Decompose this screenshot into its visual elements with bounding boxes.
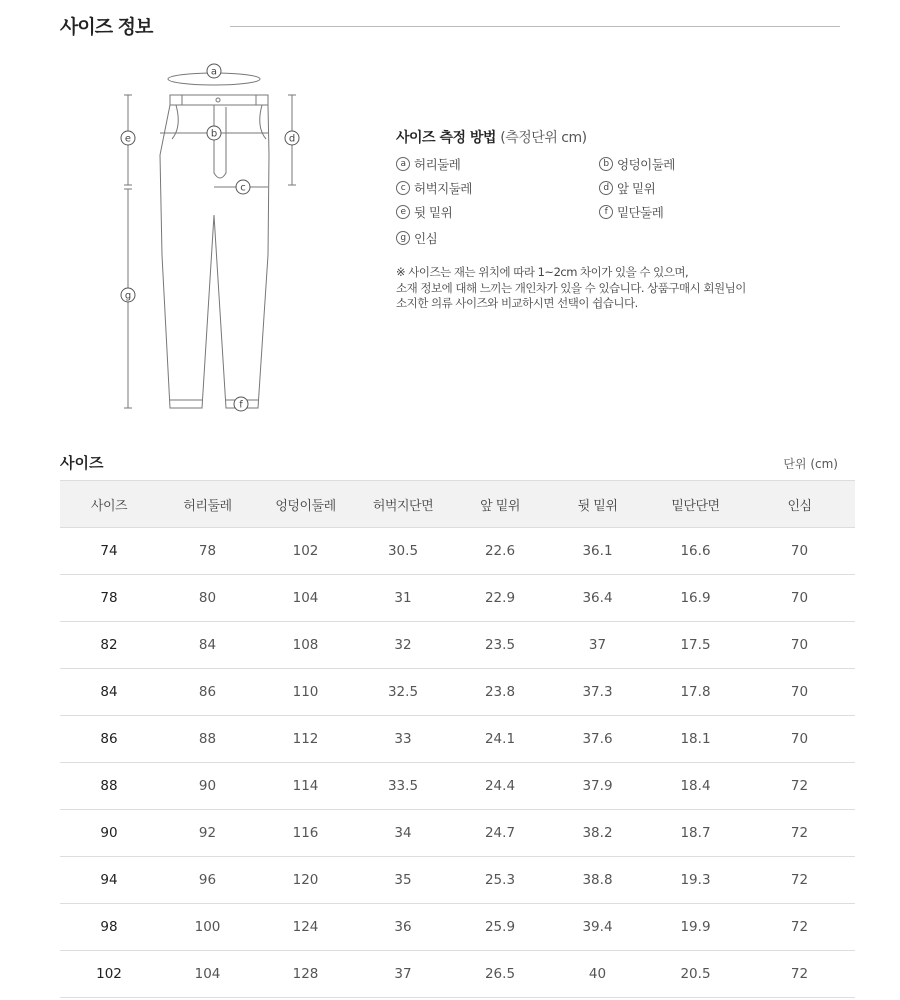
- table-row: [60, 763, 855, 810]
- column-header: 엉덩이둘레: [257, 481, 354, 528]
- table-cell: 33: [354, 716, 452, 763]
- table-cell: 116: [257, 810, 354, 857]
- method-unit: (측정단위 cm): [500, 130, 587, 146]
- table-cell: 22.6: [452, 528, 548, 575]
- table-cell: 35: [354, 857, 452, 904]
- table-cell: 80: [158, 575, 257, 622]
- marker-f: [234, 397, 248, 411]
- table-cell: 100: [158, 904, 257, 951]
- table-cell: 24.1: [452, 716, 548, 763]
- table-cell: 17.8: [647, 669, 744, 716]
- svg-text:a: a: [210, 66, 218, 78]
- table-cell: 72: [744, 857, 855, 904]
- size-table-unit: 단위 (cm): [783, 457, 838, 471]
- table-cell: 72: [744, 810, 855, 857]
- table-cell: 31: [354, 575, 452, 622]
- table-cell: 84: [158, 622, 257, 669]
- measure-item-hip: [599, 155, 675, 173]
- measurement-method: [396, 127, 776, 312]
- marker-e: [121, 131, 135, 145]
- table-cell: 26.5: [452, 951, 548, 998]
- marker-e-icon: e: [396, 205, 410, 219]
- table-cell: 36.1: [548, 528, 647, 575]
- table-cell: 72: [744, 763, 855, 810]
- table-cell: 38.2: [548, 810, 647, 857]
- measure-label: 앞 밑위: [617, 181, 656, 196]
- column-header: 앞 밑위: [452, 481, 548, 528]
- measure-item-waist: [396, 155, 460, 173]
- table-cell: 94: [60, 857, 158, 904]
- table-cell: 25.3: [452, 857, 548, 904]
- table-cell: 92: [158, 810, 257, 857]
- table-cell: 70: [744, 622, 855, 669]
- measure-label: 뒷 밑위: [414, 205, 453, 220]
- method-title: [396, 127, 776, 147]
- table-cell: 96: [158, 857, 257, 904]
- measure-label: 허리둘레: [414, 157, 461, 172]
- table-cell: 40: [548, 951, 647, 998]
- pants-diagram: [110, 55, 320, 420]
- marker-d-icon: d: [599, 181, 613, 195]
- table-row: [60, 622, 855, 669]
- table-cell: 36.4: [548, 575, 647, 622]
- svg-text:b: b: [210, 128, 218, 140]
- table-cell: 20.5: [647, 951, 744, 998]
- svg-text:g: g: [124, 290, 132, 302]
- table-cell: 90: [60, 810, 158, 857]
- table-row: [60, 810, 855, 857]
- table-row: [60, 528, 855, 575]
- table-cell: 102: [60, 951, 158, 998]
- table-cell: 98: [60, 904, 158, 951]
- table-cell: 128: [257, 951, 354, 998]
- size-note: [396, 265, 776, 312]
- size-table-title: 사이즈: [60, 454, 104, 472]
- marker-a: [207, 64, 221, 78]
- table-cell: 88: [60, 763, 158, 810]
- table-cell: 39.4: [548, 904, 647, 951]
- table-cell: 33.5: [354, 763, 452, 810]
- table-row: [60, 904, 855, 951]
- table-cell: 30.5: [354, 528, 452, 575]
- table-cell: 104: [158, 951, 257, 998]
- marker-b: [207, 126, 221, 140]
- marker-c: [236, 180, 250, 194]
- table-cell: 34: [354, 810, 452, 857]
- size-table: [60, 480, 855, 998]
- table-cell: 86: [60, 716, 158, 763]
- table-cell: 37.3: [548, 669, 647, 716]
- column-header: 뒷 밑위: [548, 481, 647, 528]
- table-cell: 37: [354, 951, 452, 998]
- method-title-text: 사이즈 측정 방법: [396, 130, 496, 146]
- note-line: 소재 정보에 대해 느끼는 개인차가 있을 수 있습니다. 상품구매시 회원님이: [396, 280, 746, 295]
- table-row: [60, 669, 855, 716]
- column-header: 허리둘레: [158, 481, 257, 528]
- table-cell: 22.9: [452, 575, 548, 622]
- table-cell: 25.9: [452, 904, 548, 951]
- measure-list: [396, 155, 776, 251]
- table-cell: 110: [257, 669, 354, 716]
- table-cell: 70: [744, 716, 855, 763]
- measure-item-hem: [599, 203, 663, 221]
- table-cell: 82: [60, 622, 158, 669]
- table-cell: 112: [257, 716, 354, 763]
- marker-d: [285, 131, 299, 145]
- column-header: 허벅지단면: [354, 481, 452, 528]
- marker-g-icon: g: [396, 231, 410, 245]
- table-cell: 114: [257, 763, 354, 810]
- table-cell: 16.6: [647, 528, 744, 575]
- measure-item-front-rise: [599, 179, 655, 197]
- table-cell: 70: [744, 528, 855, 575]
- table-cell: 19.3: [647, 857, 744, 904]
- table-row: [60, 716, 855, 763]
- svg-text:f: f: [239, 399, 243, 411]
- column-header: 밑단단면: [647, 481, 744, 528]
- table-cell: 108: [257, 622, 354, 669]
- table-cell: 17.5: [647, 622, 744, 669]
- svg-text:c: c: [240, 182, 246, 194]
- table-cell: 16.9: [647, 575, 744, 622]
- table-header-row: [60, 481, 855, 528]
- table-cell: 23.5: [452, 622, 548, 669]
- marker-f-icon: f: [599, 205, 613, 219]
- measure-item-back-rise: [396, 203, 452, 221]
- table-cell: 72: [744, 904, 855, 951]
- table-cell: 18.4: [647, 763, 744, 810]
- table-cell: 18.1: [647, 716, 744, 763]
- table-cell: 124: [257, 904, 354, 951]
- table-cell: 19.9: [647, 904, 744, 951]
- table-cell: 86: [158, 669, 257, 716]
- table-cell: 84: [60, 669, 158, 716]
- svg-text:e: e: [124, 133, 132, 145]
- measure-item-thigh: [396, 179, 472, 197]
- measure-label: 엉덩이둘레: [617, 157, 675, 172]
- table-cell: 104: [257, 575, 354, 622]
- table-cell: 18.7: [647, 810, 744, 857]
- table-row: [60, 857, 855, 904]
- table-cell: 78: [60, 575, 158, 622]
- table-cell: 24.4: [452, 763, 548, 810]
- table-row: [60, 575, 855, 622]
- note-line: ※ 사이즈는 재는 위치에 따라 1~2cm 차이가 있을 수 있으며,: [396, 265, 689, 279]
- marker-c-icon: c: [396, 181, 410, 195]
- marker-g: [121, 288, 135, 302]
- table-cell: 32: [354, 622, 452, 669]
- table-cell: 72: [744, 951, 855, 998]
- table-cell: 23.8: [452, 669, 548, 716]
- table-cell: 37: [548, 622, 647, 669]
- title-divider: [230, 26, 840, 27]
- svg-text:d: d: [288, 133, 296, 145]
- marker-a-icon: a: [396, 157, 410, 171]
- table-cell: 38.8: [548, 857, 647, 904]
- page-title: 사이즈 정보: [60, 16, 153, 38]
- table-cell: 36: [354, 904, 452, 951]
- table-cell: 37.9: [548, 763, 647, 810]
- table-cell: 120: [257, 857, 354, 904]
- table-cell: 74: [60, 528, 158, 575]
- table-row: [60, 951, 855, 998]
- measure-label: 허벅지둘레: [414, 181, 472, 196]
- table-cell: 88: [158, 716, 257, 763]
- table-cell: 102: [257, 528, 354, 575]
- note-line: 소지한 의류 사이즈와 비교하시면 선택이 쉽습니다.: [396, 296, 638, 310]
- table-cell: 32.5: [354, 669, 452, 716]
- table-cell: 70: [744, 669, 855, 716]
- table-cell: 37.6: [548, 716, 647, 763]
- table-cell: 90: [158, 763, 257, 810]
- marker-b-icon: b: [599, 157, 613, 171]
- table-cell: 78: [158, 528, 257, 575]
- measure-label: 밑단둘레: [617, 205, 664, 220]
- table-cell: 24.7: [452, 810, 548, 857]
- measure-item-inseam: [396, 229, 437, 247]
- measure-label: 인심: [414, 231, 438, 246]
- table-cell: 70: [744, 575, 855, 622]
- column-header: 사이즈: [60, 481, 158, 528]
- column-header: 인심: [744, 481, 855, 528]
